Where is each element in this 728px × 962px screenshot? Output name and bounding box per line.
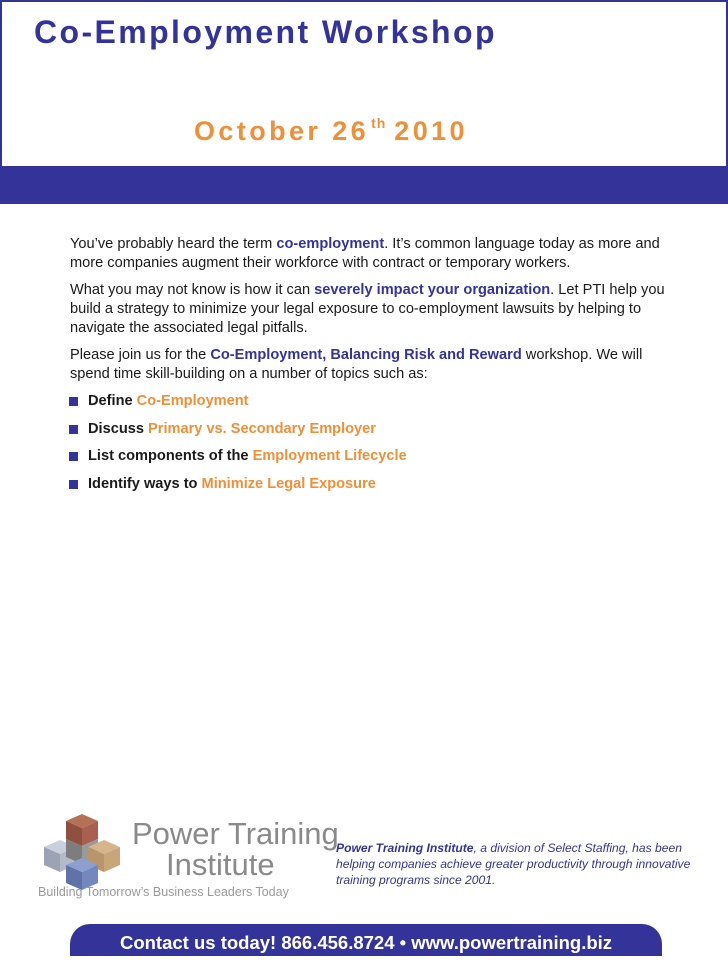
impact-highlight: severely impact your organization: [314, 282, 551, 298]
page-title: Co-Employment Workshop: [34, 14, 497, 50]
about-text: Power Training Institute, a division of Select Staffing, has been helping companies achieve greater productivity through innovative training programs since 2001.: [336, 841, 691, 887]
intro-paragraph-1: You’ve probably heard the term co-employment. It’s common language today as more and more companies augment their workforce with contract or temporary workers.: [70, 236, 660, 271]
list-item: Discuss Primary vs. Secondary Employer: [68, 420, 670, 439]
logo-tagline: Building Tomorrow’s Business Leaders Today: [38, 885, 289, 899]
list-item: Define Co-Employment: [68, 392, 670, 411]
date-main: October 26: [194, 116, 370, 146]
header-box: [0, 0, 728, 166]
header-band: [0, 166, 728, 204]
list-item: List components of the Employment Lifecycle: [68, 447, 670, 466]
logo-text-line2: Institute: [166, 847, 275, 882]
main-content: [70, 235, 670, 502]
intro-paragraph-3: Please join us for the Co-Employment, Balancing Risk and Reward workshop. We will spend time skill-building on a number of topics such as:: [70, 347, 643, 382]
workshop-name: Co-Employment, Balancing Risk and Reward: [210, 347, 522, 363]
term-highlight: co-employment: [276, 236, 385, 252]
date-suffix: th: [371, 115, 387, 131]
date-year: 2010: [394, 116, 468, 146]
logo-text-line1: Power Training: [132, 816, 339, 851]
contact-footer: Contact us today! 866.456.8724 • www.powertraining.biz: [70, 924, 662, 956]
intro-paragraph-2: What you may not know is how it can severely impact your organization. Let PTI help you build a strategy to minimize your legal exposure to co-employment lawsuits by helping to navigate the associated legal pitfalls.: [70, 282, 665, 336]
event-date: [194, 116, 468, 147]
org-name: Power Training Institute: [336, 841, 474, 855]
topic-list: [70, 392, 670, 494]
list-item: Identify ways to Minimize Legal Exposure: [68, 475, 670, 494]
